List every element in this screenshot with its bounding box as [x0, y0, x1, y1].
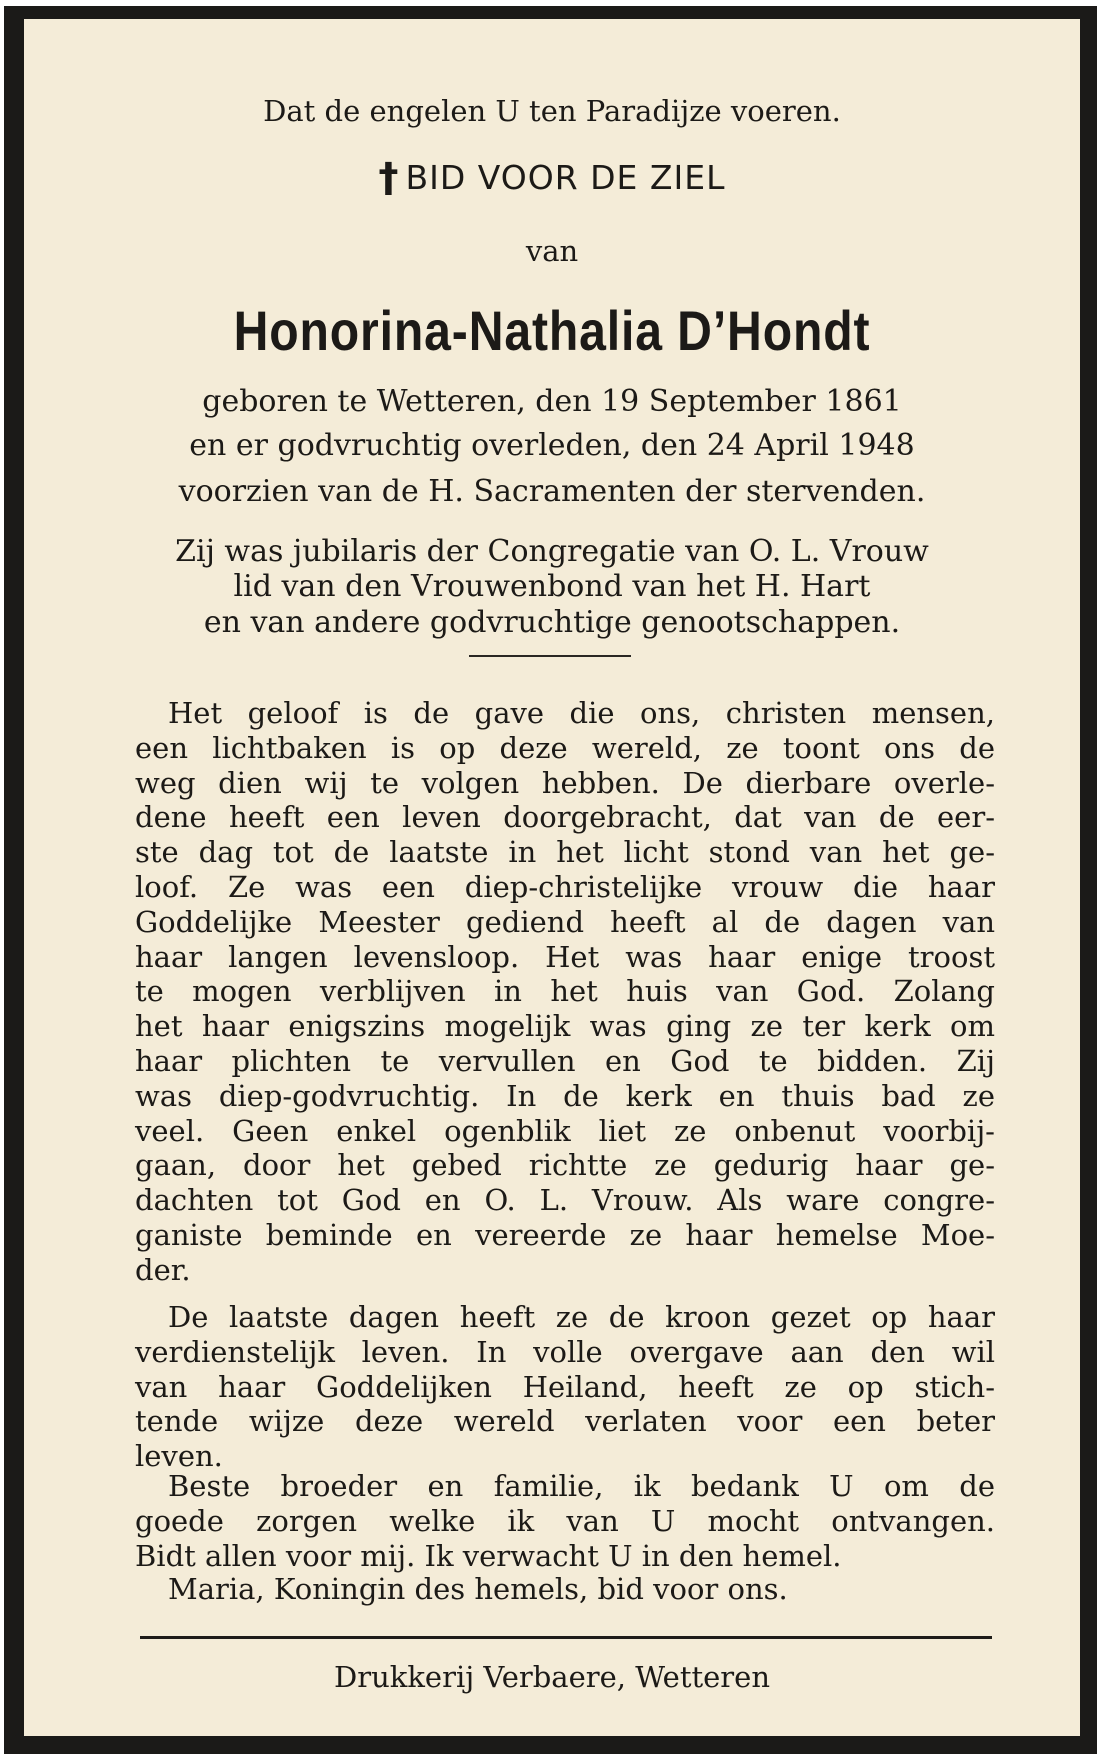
text-line: ganiste beminde en vereerde ze haar hemelse Moe- — [135, 1217, 995, 1252]
text-line: van haar Goddelijken Heiland, heeft ze op stich- — [135, 1369, 995, 1404]
card-face — [24, 19, 1080, 1736]
text-line: De laatste dagen heeft ze de kroon gezet op haar — [168, 1300, 995, 1334]
heading-text: BID VOOR DE ZIEL — [405, 158, 726, 197]
text-line: loof. Ze was een diep-christelijke vrouw die haar — [135, 869, 995, 904]
text-line: een lichtbaken is op deze wereld, ze toont ons de — [135, 730, 995, 765]
text-line: dachten tot God en O. L. Vrouw. Als ware congre- — [135, 1183, 995, 1218]
text-line: Het geloof is de gave die ons, christen mensen, — [168, 696, 995, 730]
deceased-name: Honorina-Nathalia D’Hondt — [233, 299, 871, 362]
text-line: was diep-godvruchtig. In de kerk en thuis bad ze — [135, 1078, 995, 1113]
membership-line-1: Zij was jubilaris der Congregatie van O. L. Vrouw — [175, 534, 929, 569]
text-line: verdienstelijk leven. In volle overgave aan den wil — [135, 1334, 995, 1369]
text-line: Bidt allen voor mij. Ik verwacht U in den hemel. — [135, 1538, 842, 1573]
printer-credit: Drukkerij Verbaere, Wetteren — [333, 1660, 770, 1694]
text-line: tende wijze deze wereld verlaten voor een beter — [135, 1404, 995, 1439]
text-line: gaan, door het gebed richtte ze gedurig haar ge- — [135, 1148, 995, 1183]
text-line: het haar enigszins mogelijk was ging ze ter kerk om — [135, 1009, 995, 1044]
long-divider — [140, 1636, 992, 1639]
text-line: ste dag tot de laatste in het licht stond van het ge- — [135, 835, 995, 870]
memorial-card — [4, 6, 1097, 1754]
text-line: haar plichten te vervullen en God te bidden. Zij — [135, 1043, 995, 1078]
text-line: haar langen levensloop. Het was haar enige troost — [135, 939, 995, 974]
van-label: van — [525, 234, 579, 268]
paragraph-prayer — [135, 1572, 995, 1607]
text-line: weg dien wij te volgen hebben. De dierbare overle- — [135, 765, 995, 800]
cross-icon: † — [378, 155, 400, 201]
prayer-heading — [24, 155, 1080, 201]
membership-line-2: lid van den Vrouwenbond van het H. Hart — [233, 569, 871, 604]
text-line: dene heeft een leven doorgebracht, dat van de eer- — [135, 800, 995, 835]
motto: Dat de engelen U ten Paradijze voeren. — [263, 94, 841, 128]
text-line: der. — [135, 1252, 191, 1287]
birth-line: geboren te Wetteren, den 19 September 1861 — [202, 384, 902, 419]
paragraph-last-days — [135, 1300, 995, 1474]
text-line: Goddelijke Meester gediend heeft al de dagen van — [135, 904, 995, 939]
death-line: en er godvruchtig overleden, den 24 April 1948 — [189, 428, 915, 463]
text-line: goede zorgen welke ik van U mocht ontvangen. — [135, 1503, 995, 1538]
text-line: Beste broeder en familie, ik bedank U om de — [168, 1469, 995, 1503]
membership-line-3: en van andere godvruchtige genootschappen. — [203, 605, 901, 640]
text-line: te mogen verblijven in het huis van God. Zolang — [135, 974, 995, 1009]
text-line: Maria, Koningin des hemels, bid voor ons. — [168, 1572, 788, 1606]
paragraph-faith — [135, 696, 995, 1288]
text-line: leven. — [135, 1439, 223, 1474]
short-divider — [469, 655, 631, 657]
paragraph-thanks — [135, 1469, 995, 1573]
text-line: veel. Geen enkel ogenblik liet ze onbenut voorbij- — [135, 1113, 995, 1148]
sacraments-line: voorzien van de H. Sacramenten der stervenden. — [178, 474, 926, 509]
